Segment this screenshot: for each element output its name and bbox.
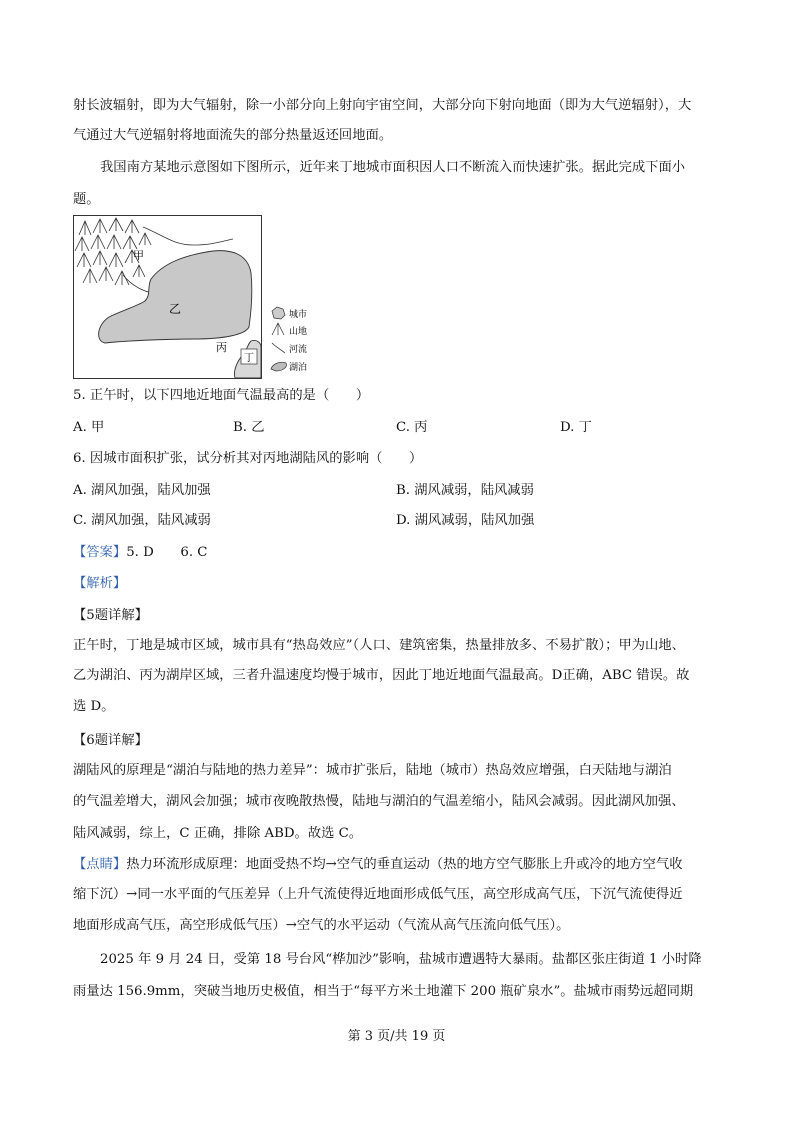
q6-option-d[interactable]: D. 湖风减弱，陆风加强 (396, 513, 535, 528)
d6-line-2: 的气温差增大，湖风会加强；城市夜晚散热慢，陆地与湖泊的气温差缩小，陆风会减弱。因此湖风加强、 (73, 794, 685, 809)
q6-option-a[interactable]: A. 湖风加强，陆风加强 (73, 483, 211, 498)
mountain-icon (272, 323, 284, 335)
label-ding: 丁 (244, 353, 254, 364)
q6-option-c[interactable]: C. 湖风加强，陆风减弱 (73, 513, 211, 528)
q5-option-a[interactable]: A. 甲 (73, 420, 105, 435)
intro-line-1: 射长波辐射，即为大气辐射，除一小部分向上射向宇宙空间，大部分向下射向地面（即为大气逆辐射），大 (73, 98, 692, 113)
legend-label-lake: 湖泊 (289, 363, 308, 373)
q5-option-b[interactable]: B. 乙 (233, 420, 265, 435)
d5-line-2: 乙为湖泊、丙为湖岸区域，三者升温速度均慢于城市，因此丁地近地面气温最高。D正确，ABC 错误。故 (73, 668, 690, 683)
intro-line-4: 题。 (73, 192, 100, 207)
q5-option-c[interactable]: C. 丙 (396, 420, 428, 435)
answer-text: 5. D 6. C (126, 545, 208, 560)
river-icon (272, 343, 285, 353)
answer-line (73, 543, 207, 563)
legend-label-mountain: 山地 (289, 327, 308, 337)
tip-line-3: 地面形成高气压，高空形成低气压）→空气的水平运动（气流从高气压流向低气压）。 (73, 918, 570, 933)
tip-text-1: 热力环流形成原理：地面受热不均→空气的垂直运动（热的地方空气膨胀上升或冷的地方空气收 (126, 857, 683, 872)
map-legend (271, 307, 307, 373)
d5-title: 【5题详解】 (73, 608, 148, 623)
tip-line-2: 缩下沉）→同一水平面的气压差异（上升气流使得近地面形成低气压，高空形成高气压，下沉气流使得近 (73, 887, 683, 902)
legend-label-river: 河流 (289, 345, 308, 355)
intro-line-2: 气通过大气逆辐射将地面流失的部分热量返还回地面。 (73, 128, 393, 143)
tip-tag: 【点睛】 (73, 857, 127, 872)
lake-icon (271, 362, 286, 371)
d5-line-1: 正午时，丁地是城市区域，城市具有“热岛效应”（人口、建筑密集，热量排放多、不易扩散）；甲为山地、 (73, 638, 685, 653)
q6-option-b[interactable]: B. 湖风减弱，陆风减弱 (396, 483, 534, 498)
label-jia: 甲 (133, 249, 144, 262)
analysis-tag: 【解析】 (73, 576, 127, 591)
d6-title: 【6题详解】 (73, 733, 148, 748)
label-bing: 丙 (216, 341, 227, 354)
q5-stem: 5. 正午时，以下四地近地面气温最高的是（ ） (73, 388, 370, 403)
label-yi: 乙 (169, 302, 182, 316)
d6-line-1: 湖陆风的原理是“湖泊与陆地的热力差异”：城市扩张后，陆地（城市）热岛效应增强，白天陆地与湖泊 (73, 763, 672, 778)
d5-line-3: 选 D。 (73, 699, 115, 714)
d6-line-3: 陆风减弱，综上，C 正确，排除 ABD。故选 C。 (73, 826, 363, 841)
intro-line-3: 我国南方某地示意图如下图所示，近年来丁地城市面积因人口不断流入而快速扩张。据此完成下面小 (100, 160, 686, 175)
region-map (73, 215, 323, 380)
answer-tag: 【答案】 (73, 545, 127, 560)
q5-option-d[interactable]: D. 丁 (560, 420, 592, 435)
q6-stem: 6. 因城市面积扩张，试分析其对丙地湖陆风的影响（ ） (73, 451, 423, 466)
tip-line-1 (73, 855, 683, 875)
legend-label-city: 城市 (289, 310, 308, 320)
page-footer: 第 3 页/共 19 页 (347, 1029, 446, 1044)
news-line-2: 雨量达 156.9mm，突破当地历史极值，相当于“每平方米土地灌下 200 瓶矿泉水”。盐城市雨势远超同期 (73, 984, 694, 999)
news-line-1: 2025 年 9 月 24 日，受第 18 号台风“桦加沙”影响，盐城市遭遇特大暴雨。盐都区张庄街道 1 小时降 (100, 952, 702, 967)
city-icon (272, 307, 285, 319)
